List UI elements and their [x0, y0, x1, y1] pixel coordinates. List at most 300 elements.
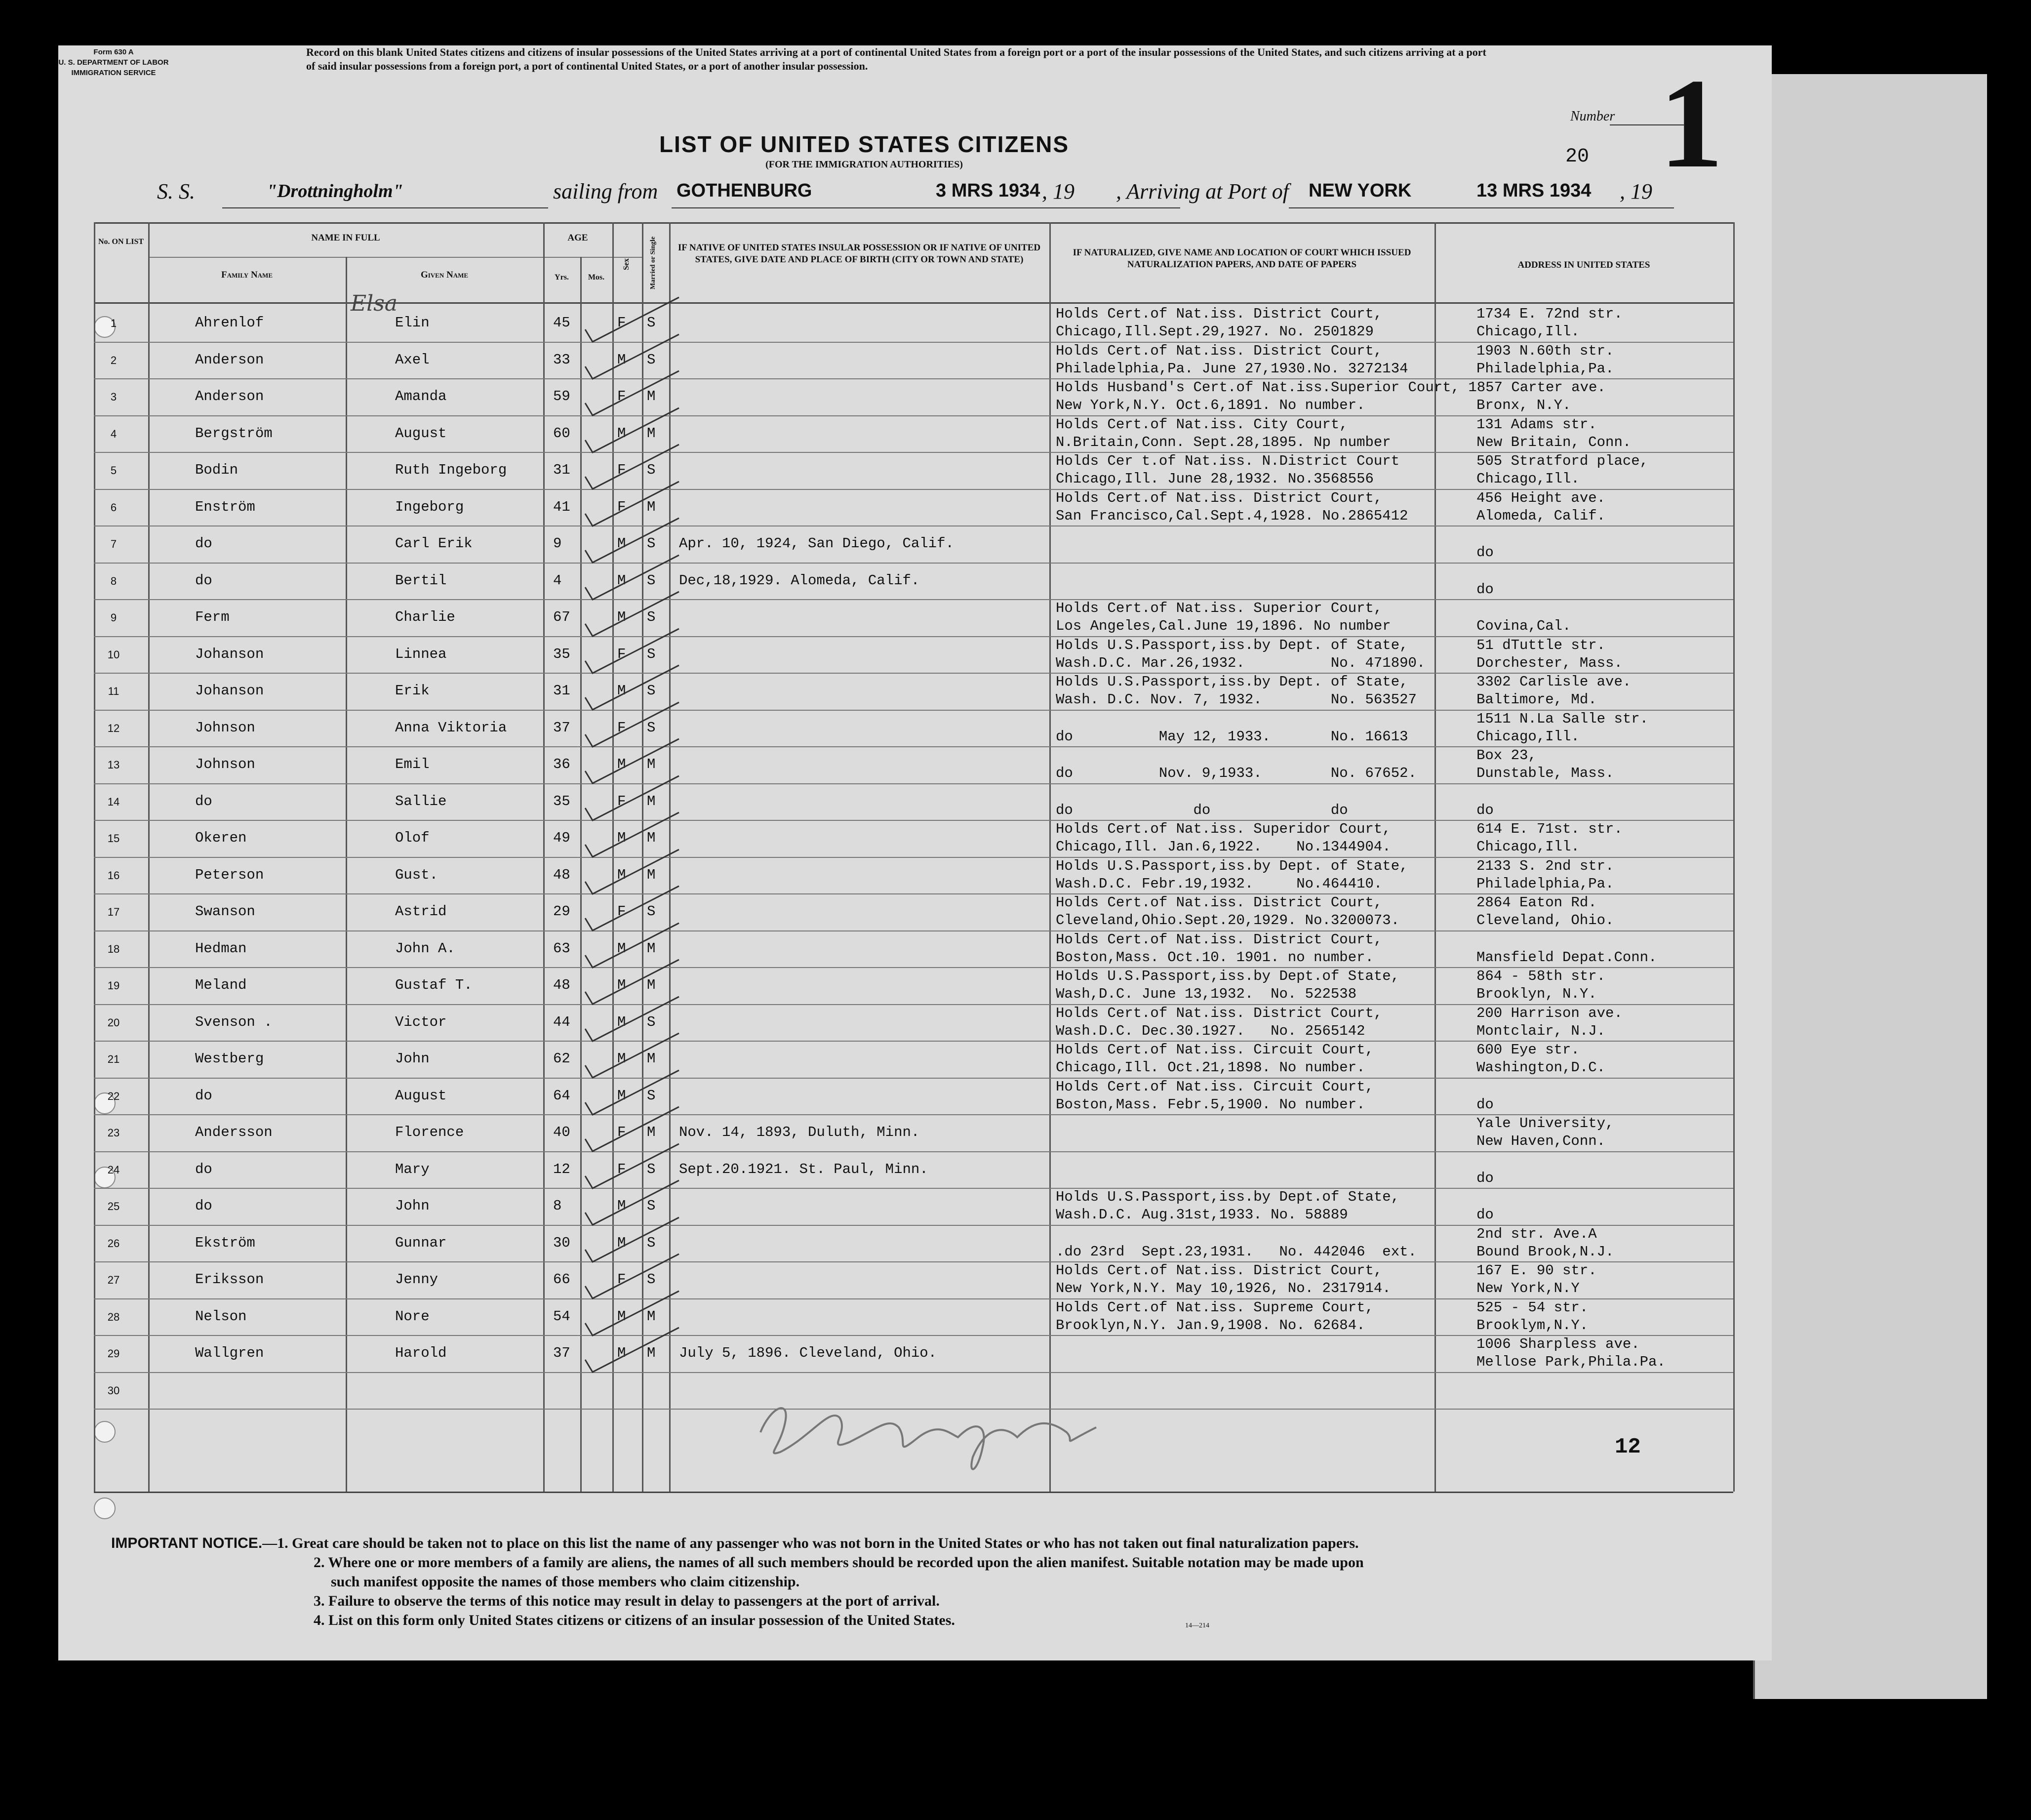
col-header-address: ADDRESS IN UNITED STATES [1517, 260, 1650, 270]
naturalization-line-1: Holds U.S.Passport,iss.by Dept. of State, [1056, 857, 1408, 874]
age-years: 40 [553, 1124, 570, 1141]
age-years: 54 [553, 1308, 570, 1325]
family-name: Westberg [195, 1051, 264, 1067]
address-line-2: New York,N.Y [1476, 1280, 1580, 1297]
marital-status: M [647, 1308, 656, 1325]
marital-status: M [647, 388, 656, 405]
address-line-2: Bound Brook,N.J. [1476, 1243, 1614, 1260]
given-name: John [395, 1198, 430, 1214]
arrival-port: NEW YORK [1309, 180, 1412, 201]
address-line-2: Philadelphia,Pa. [1476, 875, 1614, 892]
address-line-2: Mansfield Depat.Conn. [1476, 949, 1657, 966]
sex: F [617, 903, 626, 920]
family-name: Anderson [195, 388, 264, 405]
service-name: IMMIGRATION SERVICE [71, 69, 156, 77]
row-divider [94, 1078, 1733, 1079]
row-number: 17 [107, 906, 120, 919]
row-number: 28 [107, 1310, 120, 1323]
notice-item-3: 3. Failure to observe the terms of this notice may result in delay to passengers at the port of arrival. [314, 1593, 940, 1609]
marital-status: M [647, 940, 656, 957]
address-line-1: 167 E. 90 str. [1476, 1262, 1597, 1279]
row-number: 20 [107, 1016, 120, 1029]
family-name: do [195, 572, 212, 589]
address-line-2: Philadelphia,Pa. [1476, 360, 1614, 377]
naturalization-line-2: Boston,Mass. Oct.10. 1901. no number. [1056, 949, 1374, 966]
marital-status: M [647, 977, 656, 994]
notice-item-1: —1. Great care should be taken not to place on this list the name of any passenger who was not born in the United States or who has not taken out final naturalization papers. [262, 1535, 1359, 1551]
naturalization-line-2: Chicago,Ill. Oct.21,1898. No number. [1056, 1059, 1365, 1076]
age-years: 48 [553, 977, 570, 994]
family-name: do [195, 535, 212, 552]
marital-status: M [647, 498, 656, 515]
naturalization-line-2: Wash.D.C. Dec.30.1927. No. 2565142 [1056, 1022, 1365, 1039]
notice-lead: IMPORTANT NOTICE. [111, 1535, 263, 1551]
marital-status: M [647, 1051, 656, 1067]
naturalization-line-2: Wash.D.C. Aug.31st,1933. No. 58889 [1056, 1207, 1348, 1223]
punch-hole [94, 1497, 116, 1519]
row-number: 4 [110, 427, 117, 440]
address-line-1: 1903 N.60th str. [1476, 342, 1614, 359]
col-border [346, 257, 347, 1492]
fill-line [1289, 207, 1674, 208]
row-number: 26 [107, 1237, 120, 1250]
sailing-label: sailing from [553, 179, 658, 203]
sex: M [617, 1345, 626, 1362]
form-code: 14—214 [1185, 1622, 1209, 1629]
family-name: Anderson [195, 351, 264, 368]
given-name: Astrid [395, 903, 447, 920]
age-years: 9 [553, 535, 562, 552]
sex: M [617, 830, 626, 847]
address-line-2: do [1476, 581, 1494, 598]
sex: M [617, 1087, 626, 1104]
age-years: 37 [553, 1345, 570, 1362]
given-name: Gust. [395, 866, 438, 883]
important-notice [111, 1534, 1741, 1630]
address-line-2: Washington,D.C. [1476, 1059, 1606, 1076]
given-name: Amanda [395, 388, 447, 405]
marital-status: S [647, 683, 656, 699]
age-years: 8 [553, 1198, 562, 1214]
address-line-1: 505 Stratford place, [1476, 453, 1649, 470]
given-name: Axel [395, 351, 430, 368]
family-name: do [195, 793, 212, 809]
row-number: 23 [107, 1127, 120, 1139]
family-name: Svenson . [195, 1013, 273, 1030]
address-line-2: Chicago,Ill. [1476, 471, 1580, 487]
number-label: Number [1570, 109, 1615, 124]
age-years: 29 [553, 903, 570, 920]
naturalization-line-2: Boston,Mass. Febr.5,1900. No number. [1056, 1096, 1365, 1113]
given-name-correction: Elsa [351, 291, 398, 316]
family-name: Bergström [195, 425, 273, 442]
age-years: 49 [553, 830, 570, 847]
address-line-1: 1511 N.La Salle str. [1476, 710, 1649, 727]
list-number: 1 [1659, 52, 1723, 195]
family-name: Johanson [195, 683, 264, 699]
family-name: Eriksson [195, 1271, 264, 1288]
col-header-no: No. ON LIST [98, 238, 144, 246]
address-line-2: Cleveland, Ohio. [1476, 912, 1614, 929]
row-number: 15 [107, 832, 120, 845]
family-name: Enström [195, 498, 255, 515]
sex: M [617, 609, 626, 626]
naturalization-line-2: Wash.D.C. Mar.26,1932. No. 471890. [1056, 654, 1426, 671]
fill-line [222, 207, 548, 208]
address-line-2: Covina,Cal. [1476, 618, 1571, 635]
naturalization-line-2: .do 23rd Sept.23,1931. No. 442046 ext. [1056, 1243, 1417, 1260]
punch-hole [94, 1421, 116, 1443]
address-line-1: 2nd str. Ave.A [1476, 1225, 1597, 1242]
family-name: Wallgren [195, 1345, 264, 1362]
age-years: 62 [553, 1051, 570, 1067]
address-line-2: do [1476, 1096, 1494, 1113]
row-number: 16 [107, 869, 120, 882]
age-years: 12 [553, 1161, 570, 1177]
year-stamp: 20 [1565, 146, 1590, 168]
family-name: Ahrenlof [195, 315, 264, 331]
col-header-sex: Sex [622, 258, 631, 270]
row-number: 27 [107, 1274, 120, 1287]
naturalization-line-2: Chicago,Ill. June 28,1932. No.3568556 [1056, 471, 1374, 487]
row-number: 18 [107, 942, 120, 955]
address-line-1: 864 - 58th str. [1476, 968, 1606, 985]
row-divider [94, 1372, 1733, 1373]
department-name: U. S. DEPARTMENT OF LABOR [58, 58, 169, 67]
naturalization-line-2: do Nov. 9,1933. No. 67652. [1056, 765, 1417, 782]
row-number: 11 [108, 685, 119, 698]
sail-date: 3 MRS 1934 [936, 180, 1040, 201]
year-prefix-2: , 19 [1620, 179, 1652, 203]
address-line-1: 200 Harrison ave. [1476, 1005, 1623, 1021]
given-name: John A. [395, 940, 455, 957]
row-number: 10 [107, 648, 120, 661]
naturalization-line-2: Chicago,Ill. Jan.6,1922. No.1344904. [1056, 839, 1391, 855]
naturalization-line-1: Holds Cert.of Nat.iss. District Court, [1056, 306, 1383, 323]
naturalization-line-1: Holds Cert.of Nat.iss. Superidor Court, [1056, 821, 1391, 838]
naturalization-line-2: do May 12, 1933. No. 16613 [1056, 728, 1408, 745]
sex: F [617, 1271, 626, 1288]
sex: M [617, 425, 626, 442]
sex: M [617, 1308, 626, 1325]
arrival-date: 13 MRS 1934 [1476, 180, 1592, 201]
naturalization-line-2: Wash,D.C. June 13,1932. No. 522538 [1056, 986, 1357, 1003]
address-line-2: Chicago,Ill. [1476, 324, 1580, 340]
address-line-2: Baltimore, Md. [1476, 691, 1597, 708]
address-line-2: Brooklym,N.Y. [1476, 1317, 1589, 1334]
marital-status: S [647, 1161, 656, 1177]
age-years: 37 [553, 719, 570, 736]
age-years: 33 [553, 351, 570, 368]
age-years: 35 [553, 646, 570, 662]
address-line-1: 131 Adams str. [1476, 416, 1597, 433]
given-name: Carl Erik [395, 535, 473, 552]
fill-line [672, 207, 1180, 208]
row-number: 25 [107, 1200, 120, 1213]
address-line-2: Chicago,Ill. [1476, 728, 1580, 745]
address-line-2: do [1476, 1207, 1494, 1223]
sex: M [617, 535, 626, 552]
age-years: 31 [553, 683, 570, 699]
naturalization-line-2: do do do [1056, 802, 1348, 818]
page-title: LIST OF UNITED STATES CITIZENS [659, 131, 1070, 157]
row-number: 8 [110, 574, 117, 587]
age-years: 45 [553, 315, 570, 331]
naturalization-line-2: Wash.D.C. Febr.19,1932. No.464410. [1056, 875, 1383, 892]
address-line-1: 3302 Carlisle ave. [1476, 674, 1632, 690]
address-line-1: 525 - 54 str. [1476, 1299, 1589, 1316]
header-bottom-border [94, 302, 1733, 304]
family-name: Johnson [195, 719, 255, 736]
sex: M [617, 940, 626, 957]
sex: M [617, 1198, 626, 1214]
naturalization-line-1: Holds Husband's Cert.of Nat.iss.Superior Court, 1857 Carter ave. [1056, 379, 1606, 396]
naturalization-line-1: Holds U.S.Passport,iss.by Dept. of State, [1056, 674, 1408, 690]
given-name: Mary [395, 1161, 430, 1177]
family-name: do [195, 1161, 212, 1177]
row-divider [94, 599, 1733, 600]
given-name: Erik [395, 683, 430, 699]
row-number: 14 [107, 795, 120, 808]
marital-status: S [647, 1013, 656, 1030]
form-number: Form 630 A [93, 48, 134, 56]
birth-info: Dec,18,1929. Alomeda, Calif. [679, 572, 920, 589]
given-name: Victor [395, 1013, 447, 1030]
marital-status: S [647, 1198, 656, 1214]
age-years: 36 [553, 756, 570, 773]
address-line-2: Montclair, N.J. [1476, 1022, 1606, 1039]
marital-status: S [647, 1271, 656, 1288]
page-subtitle: (FOR THE IMMIGRATION AUTHORITIES) [765, 159, 963, 170]
sex: M [617, 977, 626, 994]
birth-info: July 5, 1896. Cleveland, Ohio. [679, 1345, 937, 1362]
naturalization-line-1: Holds U.S.Passport,iss.by Dept.of State, [1056, 968, 1400, 985]
ss-label: S. S. [157, 179, 195, 203]
row-number: 5 [110, 464, 117, 477]
row-number: 21 [107, 1053, 120, 1066]
notice-item-4: 4. List on this form only United States citizens or citizens of an insular possession of the United States. [314, 1612, 955, 1628]
marital-status: S [647, 315, 656, 331]
notice-item-2: 2. Where one or more members of a family are aliens, the names of all such members should be recorded upon the alien manifest. Suitable notation may be made upon [314, 1554, 1364, 1571]
sex: F [617, 719, 626, 736]
naturalization-line-2: N.Britain,Conn. Sept.28,1895. Np number [1056, 434, 1391, 450]
row-number: 6 [110, 501, 117, 514]
given-name: August [395, 425, 447, 442]
row-number: 9 [110, 611, 117, 624]
naturalization-line-1: Holds Cert.of Nat.iss. Superior Court, [1056, 600, 1383, 617]
marital-status: S [647, 1234, 656, 1251]
naturalization-line-1: Holds Cert.of Nat.iss. District Court, [1056, 489, 1383, 506]
naturalization-line-1: Holds U.S.Passport,iss.by Dept.of State, [1056, 1189, 1400, 1206]
given-name: Charlie [395, 609, 455, 626]
address-line-1: 2133 S. 2nd str. [1476, 857, 1614, 874]
row-number: 24 [107, 1163, 120, 1176]
age-years: 4 [553, 572, 562, 589]
naturalization-line-2: New York,N.Y. May 10,1926, No. 2317914. [1056, 1280, 1391, 1297]
given-name: Bertil [395, 572, 447, 589]
naturalization-line-2: Brooklyn,N.Y. Jan.9,1908. No. 62684. [1056, 1317, 1365, 1334]
sex: M [617, 1051, 626, 1067]
row-number: 29 [107, 1347, 120, 1360]
address-line-2: Dorchester, Mass. [1476, 654, 1623, 671]
naturalization-line-2: San Francisco,Cal.Sept.4,1928. No.2865412 [1056, 507, 1408, 524]
given-name: Florence [395, 1124, 464, 1141]
marital-status: S [647, 609, 656, 626]
address-line-1: 600 Eye str. [1476, 1042, 1580, 1058]
given-name: Jenny [395, 1271, 438, 1288]
marital-status: S [647, 646, 656, 662]
marital-status: S [647, 535, 656, 552]
col-header-birth: IF NATIVE OF UNITED STATES INSULAR POSSESSION OR IF NATIVE OF UNITED STATES, GIVE DATE AND PLACE OF BIRTH (CITY OR TOWN AND STATE) [677, 243, 1041, 265]
marital-status: M [647, 1124, 656, 1141]
family-name: Nelson [195, 1308, 247, 1325]
header-divider [148, 257, 642, 258]
col-header-name: NAME IN FULL [311, 233, 380, 243]
given-name: Harold [395, 1345, 447, 1362]
inspector-signature [751, 1388, 1106, 1487]
naturalization-line-1: Holds Cert.of Nat.iss. District Court, [1056, 1262, 1383, 1279]
sex: M [617, 1234, 626, 1251]
naturalization-line-2: Wash. D.C. Nov. 7, 1932. No. 563527 [1056, 691, 1417, 708]
row-number: 12 [107, 722, 120, 734]
given-name: Anna Viktoria [395, 719, 507, 736]
given-name: Emil [395, 756, 430, 773]
naturalization-line-1: Holds Cert.of Nat.iss. Circuit Court, [1056, 1042, 1374, 1058]
family-name: Hedman [195, 940, 247, 957]
naturalization-line-2: New York,N.Y. Oct.6,1891. No number. [1056, 397, 1365, 414]
ship-name: "Drottningholm" [267, 181, 403, 202]
address-line-2: Bronx, N.Y. [1476, 397, 1571, 414]
given-name: Linnea [395, 646, 447, 662]
address-line-2: New Haven,Conn. [1476, 1133, 1606, 1150]
address-line-2: Brooklyn, N.Y. [1476, 986, 1597, 1003]
address-line-2: do [1476, 544, 1494, 561]
col-header-family: Family Name [221, 270, 273, 280]
page-mark: 12 [1615, 1435, 1641, 1459]
family-name: Ekström [195, 1234, 255, 1251]
given-name: Gunnar [395, 1234, 447, 1251]
marital-status: S [647, 719, 656, 736]
sex: F [617, 1161, 626, 1177]
col-header-married-single: Married or Single [649, 236, 657, 290]
arriving-label: , Arriving at Port of [1116, 179, 1289, 203]
row-number: 1 [110, 317, 117, 330]
marital-status: M [647, 793, 656, 809]
table-bottom-border [94, 1492, 1733, 1493]
naturalization-line-2: Los Angeles,Cal.June 19,1896. No number [1056, 618, 1391, 635]
age-years: 63 [553, 940, 570, 957]
sex: M [617, 756, 626, 773]
given-name: August [395, 1087, 447, 1104]
address-line-1: 1006 Sharpless ave. [1476, 1336, 1640, 1353]
age-years: 67 [553, 609, 570, 626]
marital-status: M [647, 1345, 656, 1362]
family-name: Peterson [195, 866, 264, 883]
age-years: 66 [553, 1271, 570, 1288]
family-name: Okeren [195, 830, 247, 847]
marital-status: S [647, 903, 656, 920]
sex: F [617, 793, 626, 809]
family-name: Bodin [195, 462, 239, 479]
family-name: do [195, 1198, 212, 1214]
check-mark [580, 1325, 689, 1375]
family-name: do [195, 1087, 212, 1104]
sex: F [617, 498, 626, 515]
col-header-yrs: Yrs. [555, 273, 569, 282]
birth-info: Sept.20.1921. St. Paul, Minn. [679, 1161, 928, 1177]
marital-status: S [647, 1087, 656, 1104]
family-name: Andersson [195, 1124, 273, 1141]
marital-status: M [647, 756, 656, 773]
address-line-2: Dunstable, Mass. [1476, 765, 1614, 782]
row-number: 3 [110, 391, 117, 404]
family-name: Meland [195, 977, 247, 994]
age-years: 41 [553, 498, 570, 515]
address-line-1: Yale University, [1476, 1115, 1614, 1132]
marital-status: S [647, 462, 656, 479]
address-line-1: Box 23, [1476, 747, 1537, 764]
family-name: Johnson [195, 756, 255, 773]
row-number: 30 [107, 1384, 120, 1397]
sex: F [617, 462, 626, 479]
row-divider [94, 930, 1733, 931]
sailing-port: GOTHENBURG [677, 180, 812, 201]
row-divider [94, 563, 1733, 564]
address-line-1: 456 Height ave. [1476, 489, 1606, 506]
sex: F [617, 388, 626, 405]
form-identifier [40, 47, 188, 78]
address-line-1: 51 dTuttle str. [1476, 637, 1606, 653]
naturalization-line-1: Holds U.S.Passport,iss.by Dept. of State, [1056, 637, 1408, 653]
row-divider [94, 1188, 1733, 1189]
year-prefix-1: , 19 [1042, 179, 1075, 203]
col-header-age: AGE [567, 233, 588, 243]
col-border [1733, 222, 1735, 1492]
address-line-2: Alomeda, Calif. [1476, 507, 1606, 524]
sex: F [617, 646, 626, 662]
naturalization-line-1: Holds Cert.of Nat.iss. Supreme Court, [1056, 1299, 1374, 1316]
address-line-2: do [1476, 802, 1494, 818]
given-name: Elin [395, 315, 430, 331]
address-line-2: Chicago,Ill. [1476, 839, 1580, 855]
address-line-2: Mellose Park,Phila.Pa. [1476, 1354, 1666, 1371]
birth-info: Apr. 10, 1924, San Diego, Calif. [679, 535, 954, 552]
row-number: 22 [107, 1090, 120, 1102]
row-divider [94, 783, 1733, 784]
naturalization-line-1: Holds Cert.of Nat.iss. City Court, [1056, 416, 1348, 433]
given-name: Sallie [395, 793, 447, 809]
sex: F [617, 1124, 626, 1141]
given-name: John [395, 1051, 430, 1067]
given-name: Olof [395, 830, 430, 847]
sex: M [617, 351, 626, 368]
address-line-1: 614 E. 71st. str. [1476, 821, 1623, 838]
age-years: 64 [553, 1087, 570, 1104]
naturalization-line-1: Holds Cert.of Nat.iss. District Court, [1056, 1005, 1383, 1021]
age-years: 31 [553, 462, 570, 479]
marital-status: M [647, 866, 656, 883]
address-line-1: 2864 Eaton Rd. [1476, 894, 1597, 911]
row-number: 13 [107, 759, 120, 771]
col-header-mos: Mos. [588, 273, 605, 282]
age-years: 60 [553, 425, 570, 442]
family-name: Johanson [195, 646, 264, 662]
underlying-page [1753, 74, 1987, 1699]
family-name: Ferm [195, 609, 230, 626]
marital-status: M [647, 425, 656, 442]
notice-item-2-cont: such manifest opposite the names of those members who claim citizenship. [331, 1574, 800, 1590]
marital-status: M [647, 830, 656, 847]
